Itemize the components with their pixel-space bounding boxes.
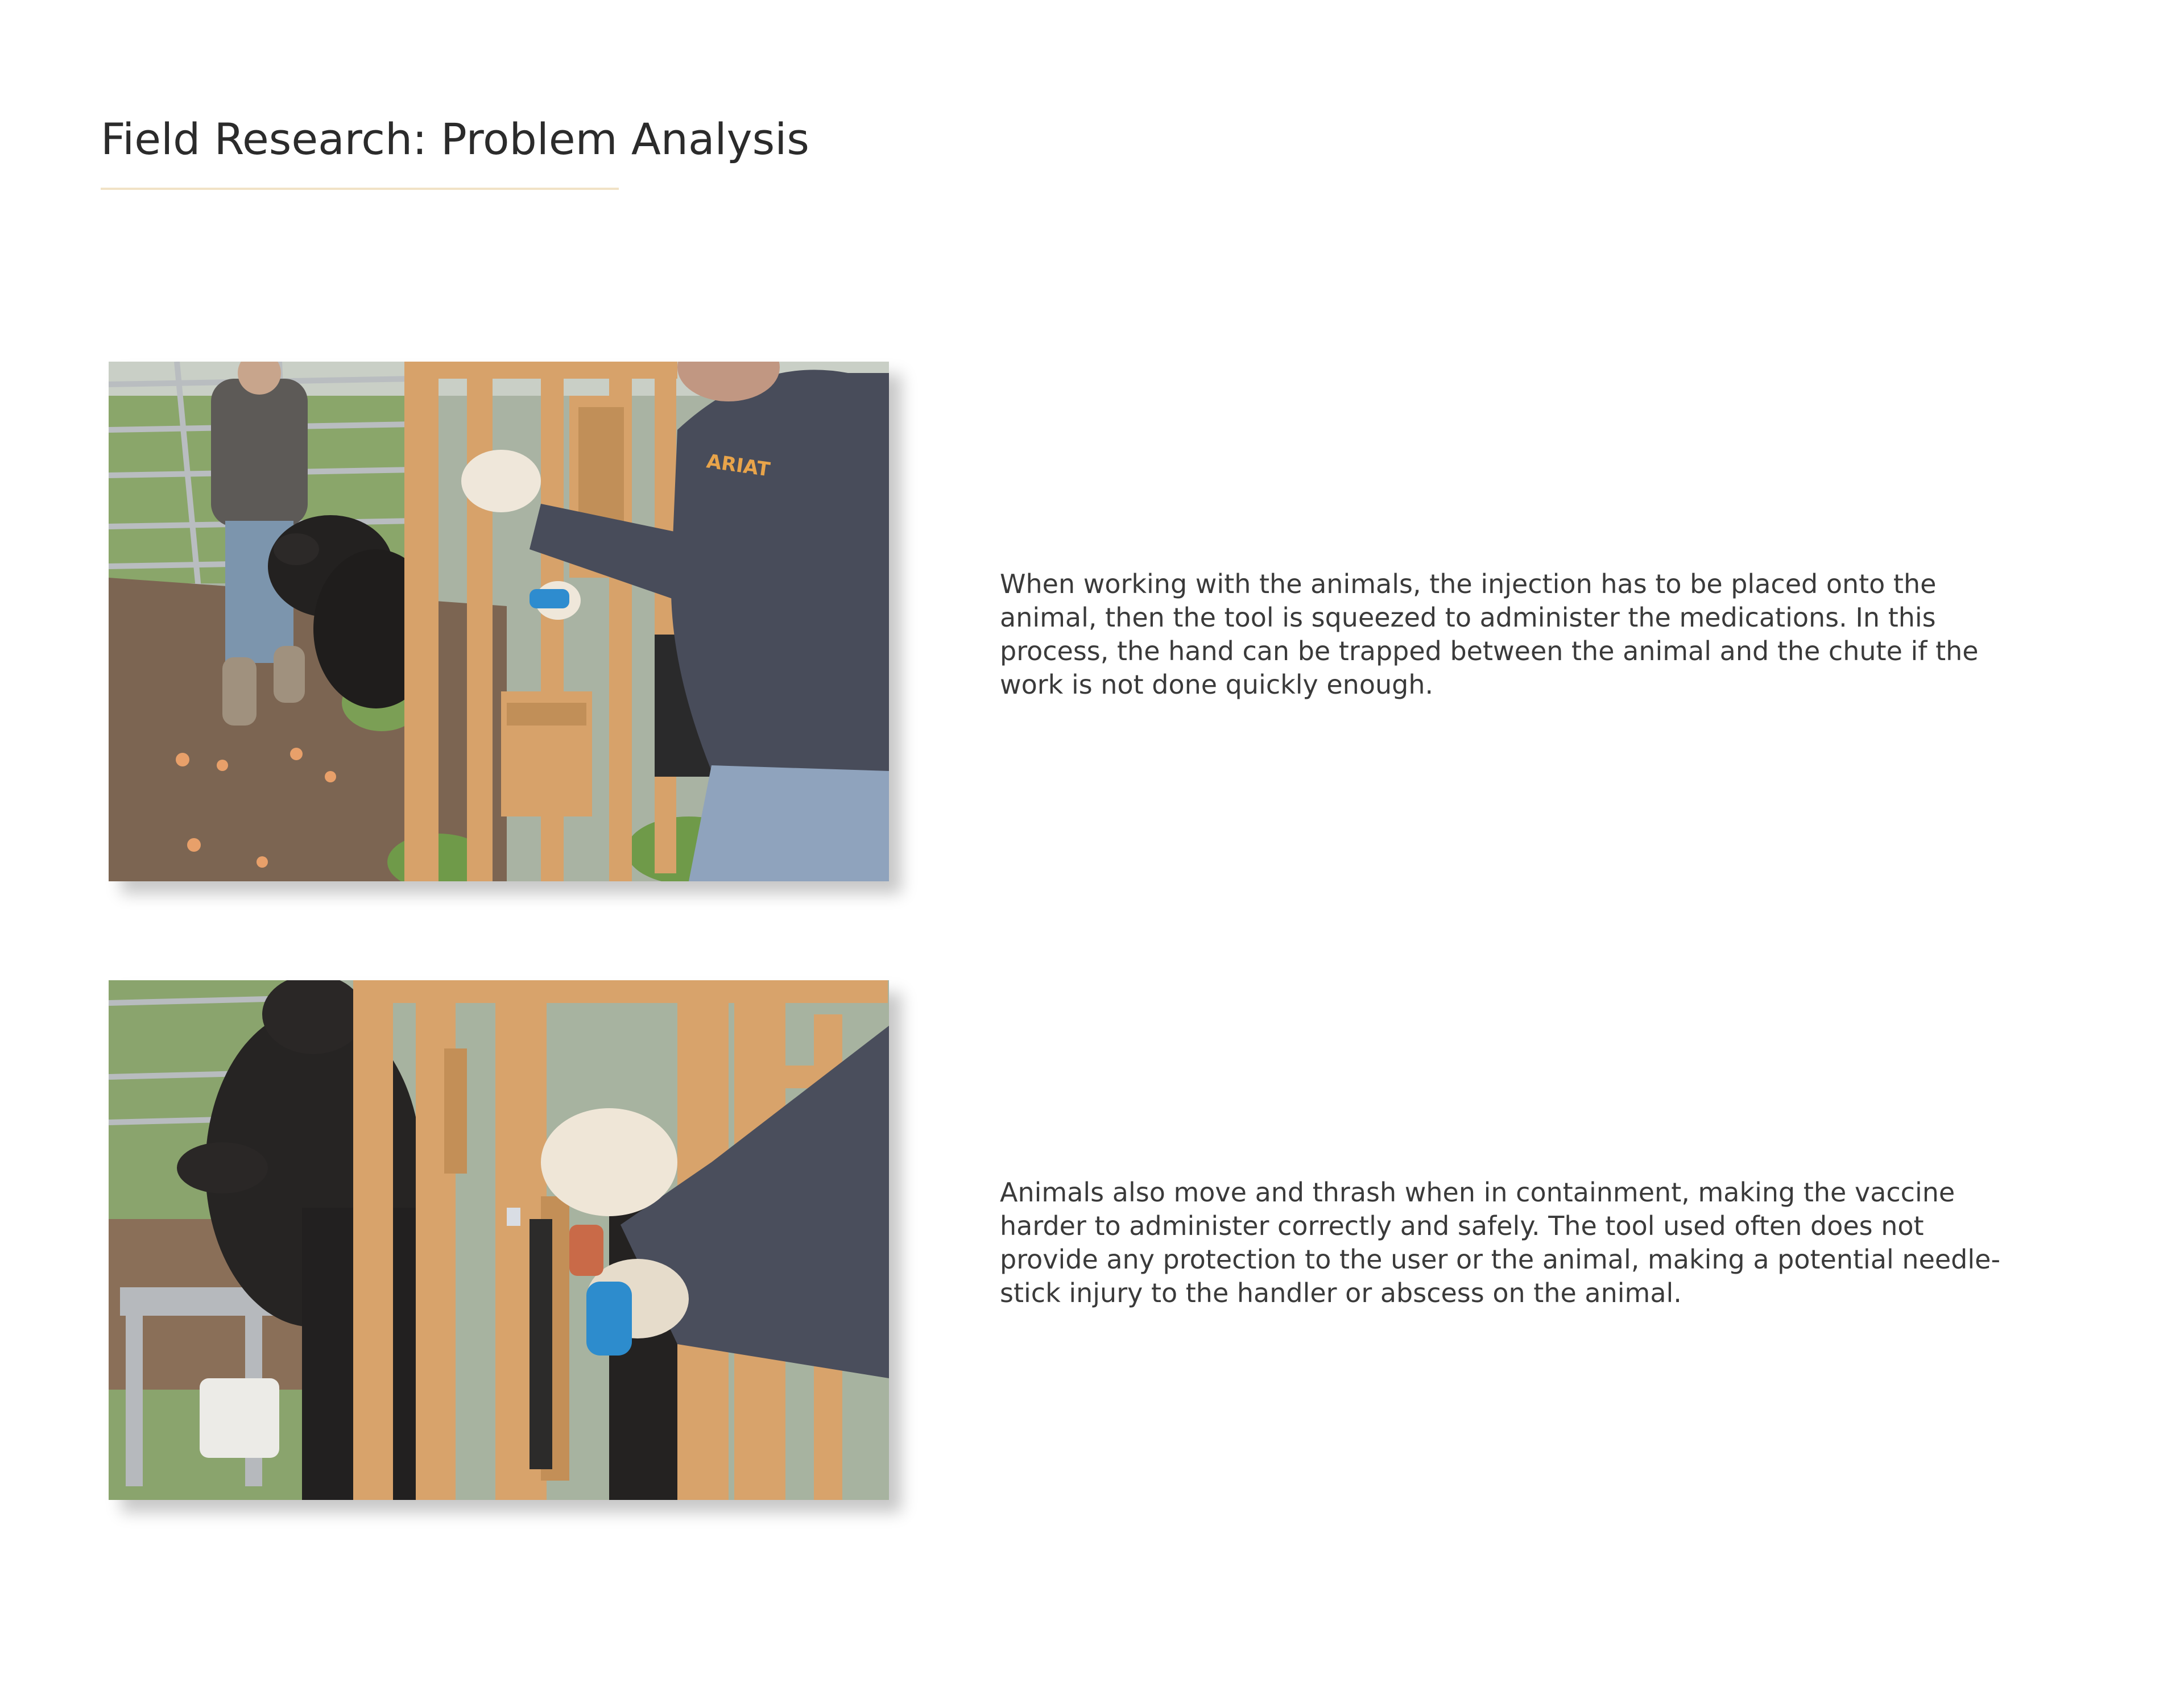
ariat-logo: ARIAT bbox=[705, 450, 772, 482]
field-photo-injection-closeup bbox=[109, 980, 889, 1500]
caption-problem-trapped-hand: When working with the animals, the injection has to be placed onto the animal, then the tool is squeezed to administer the medications. In this process, the hand can be trapped between the animal and the chute if the work is not done quickly enough. bbox=[1000, 569, 1979, 700]
field-photo-chute bbox=[109, 362, 889, 881]
page-title: Field Research: Problem Analysis bbox=[101, 114, 809, 164]
field-photo-injection-closeup-image bbox=[109, 980, 889, 1500]
field-photo-chute-image bbox=[109, 362, 889, 881]
title-underline bbox=[101, 188, 619, 190]
caption-problem-thrashing: Animals also move and thrash when in containment, making the vaccine harder to administer correctly and safely. The tool used often does not provide any protection to the user or the animal, making a potential needle-stick injury to the handler or abscess on the animal. bbox=[1000, 1177, 2001, 1308]
